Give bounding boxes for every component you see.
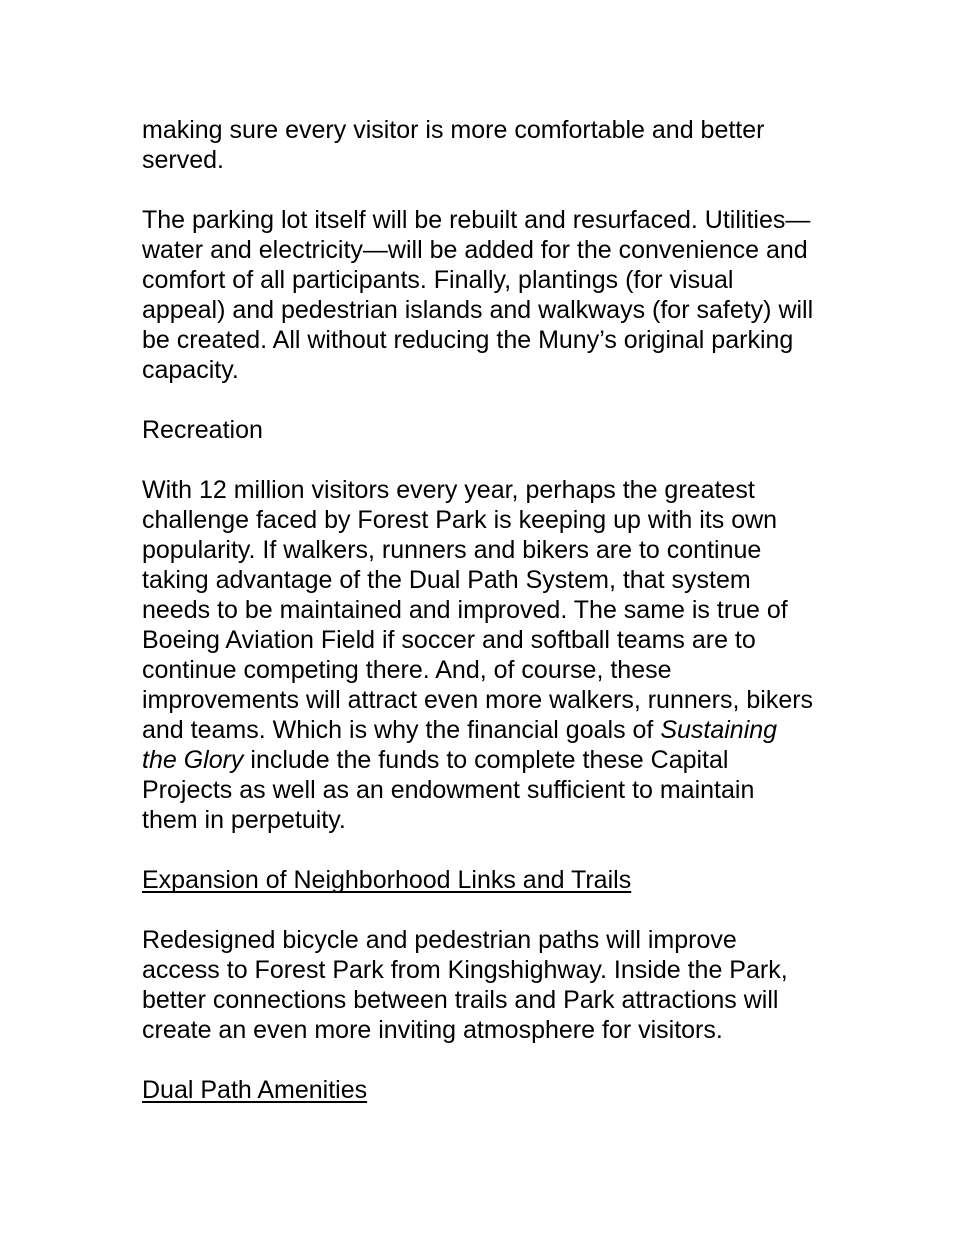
- paragraph-recreation-challenge: [142, 475, 815, 835]
- paragraph-visitor-comfort: making sure every visitor is more comfortable and better served.: [142, 116, 765, 174]
- section-heading-recreation: Recreation: [142, 416, 263, 444]
- subheading-dual-path-amenities: Dual Path Amenities: [142, 1076, 368, 1104]
- paragraph-parking-lot: The parking lot itself will be rebuilt and resurfaced. Utilities—water and electricity—will be added for the convenience and comfort of all participants. Finally, plantings (for visual appeal) and pedestrian islands and walkways (for safety) will be created. All without reducing the Muny’s original parking capacity.: [142, 206, 814, 384]
- text-run-italic-sustaining-the-glory: Sustaining the Glory: [142, 716, 778, 774]
- subheading-expansion-of-neighborhood-links-and-trails: Expansion of Neighborhood Links and Trails: [142, 866, 632, 894]
- text-run-regular: With 12 million visitors every year, perhaps the greatest challenge faced by Forest Park is keeping up with its own popularity. If walkers, runners and bikers are to continue taking advantage of the Dual Path System, that system needs to be maintained and improved. The same is true of Boeing Aviation Field if soccer and softball teams are to continue competing there. And, of course, these improvements will attract even more walkers, runners, bikers and teams. Which is why the financial goals of: [142, 476, 814, 744]
- paragraph-redesigned-paths: Redesigned bicycle and pedestrian paths will improve access to Forest Park from Kingshighway. Inside the Park, better connections between trails and Park attractions will create an even more inviting atmosphere for visitors.: [142, 926, 788, 1044]
- document-page: [142, 115, 815, 1135]
- text-run-regular: include the funds to complete these Capital Projects as well as an endowment sufficient to maintain them in perpetuity.: [142, 746, 755, 834]
